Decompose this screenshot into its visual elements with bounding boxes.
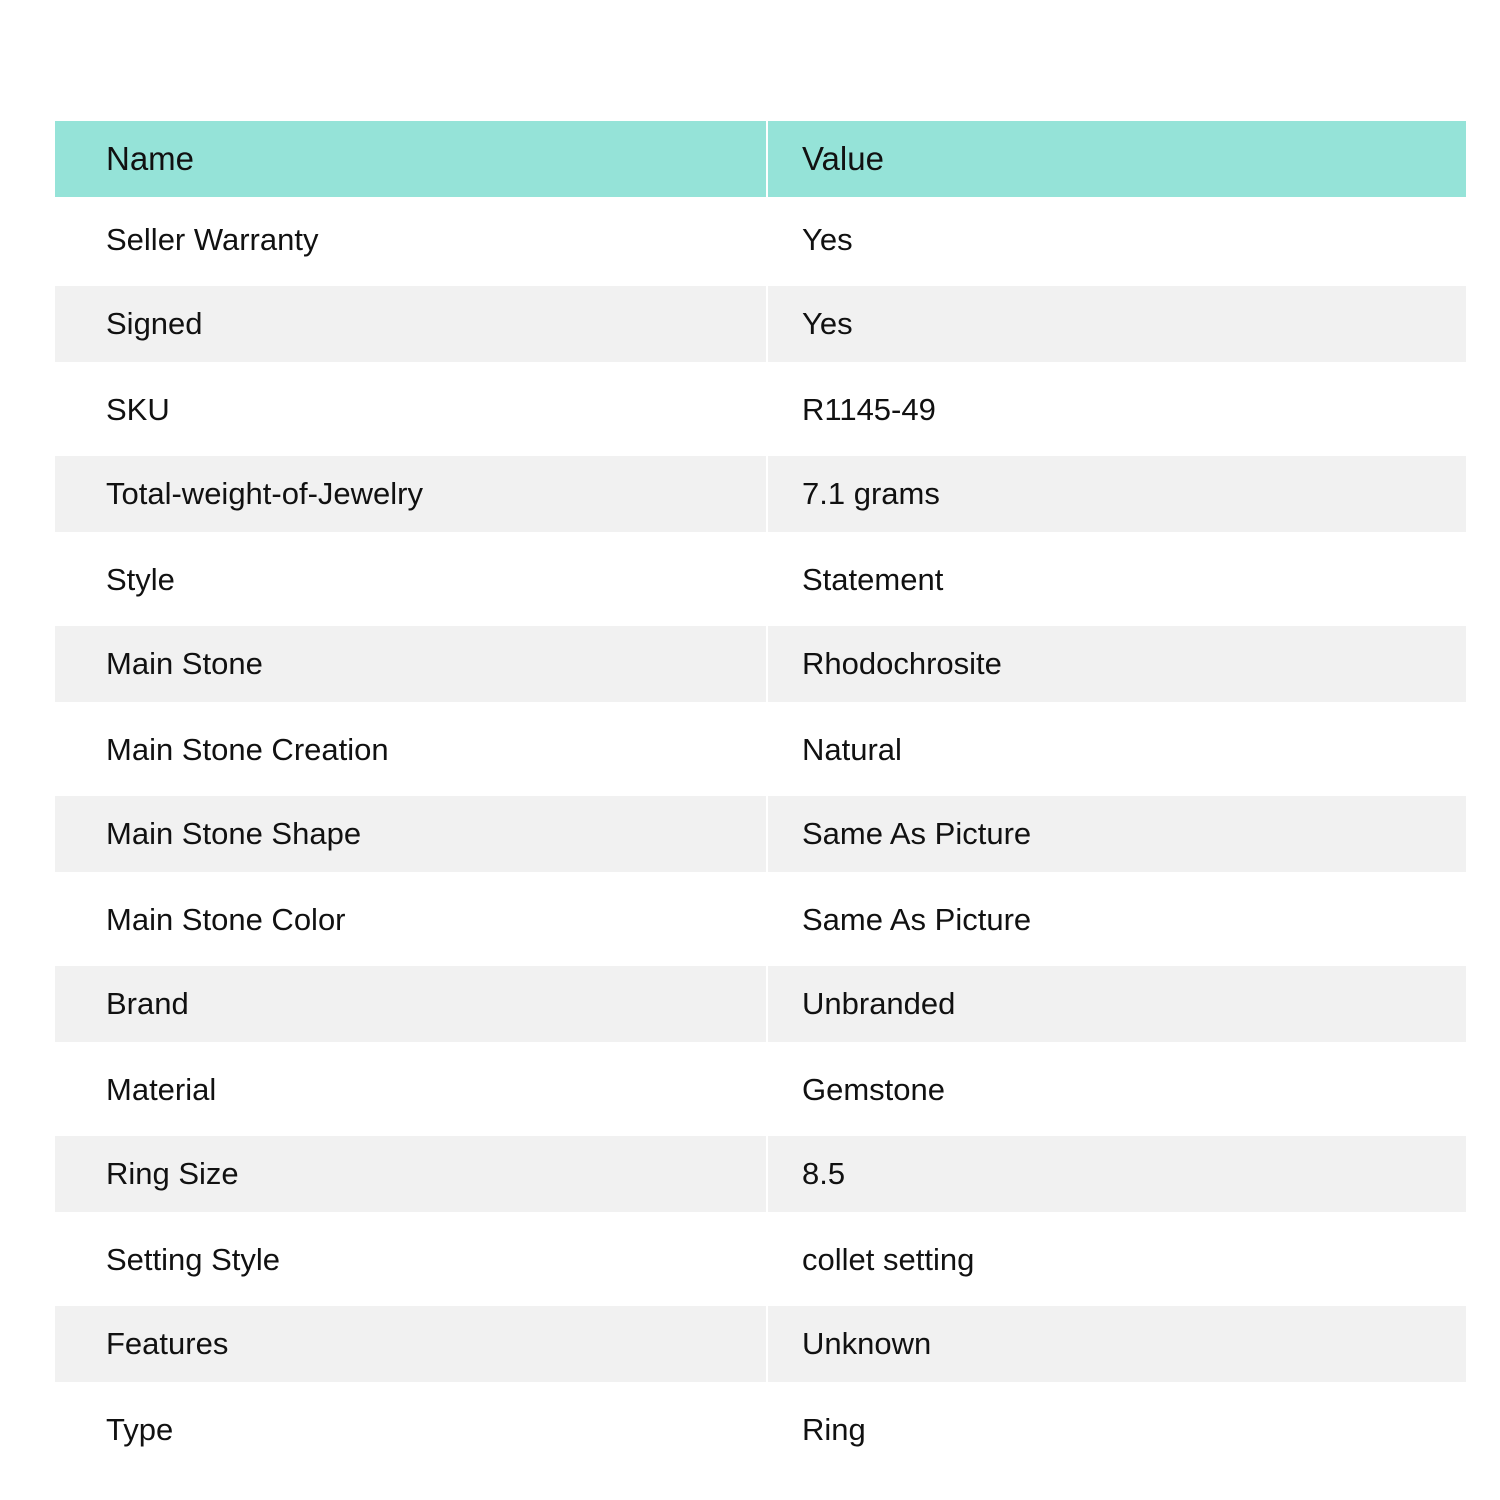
row-value-cell: Yes — [768, 286, 1466, 362]
row-name-cell: Material — [55, 1047, 766, 1132]
table-row — [55, 877, 1466, 962]
row-name-cell: Brand — [55, 966, 766, 1042]
column-header-value: Value — [768, 121, 1466, 197]
table-row — [55, 286, 1466, 362]
row-name-cell: Type — [55, 1387, 766, 1472]
table-row — [55, 1136, 1466, 1212]
table-header-row — [55, 121, 1466, 197]
table-row — [55, 197, 1466, 282]
table-row — [55, 1217, 1466, 1302]
table-row — [55, 1047, 1466, 1132]
row-name-cell: Style — [55, 537, 766, 622]
row-value-cell: collet setting — [768, 1217, 1466, 1302]
row-name-cell: Setting Style — [55, 1217, 766, 1302]
row-name-cell: Total-weight-of-Jewelry — [55, 456, 766, 532]
row-value-cell: Unbranded — [768, 966, 1466, 1042]
column-header-name: Name — [55, 121, 766, 197]
row-name-cell: Main Stone Creation — [55, 707, 766, 792]
row-value-cell: 8.5 — [768, 1136, 1466, 1212]
row-value-cell: Statement — [768, 537, 1466, 622]
table-row — [55, 796, 1466, 872]
row-name-cell: Features — [55, 1306, 766, 1382]
row-value-cell: Natural — [768, 707, 1466, 792]
row-value-cell: R1145-49 — [768, 367, 1466, 452]
row-name-cell: Signed — [55, 286, 766, 362]
row-name-cell: Seller Warranty — [55, 197, 766, 282]
table-row — [55, 966, 1466, 1042]
row-name-cell: Main Stone Shape — [55, 796, 766, 872]
row-name-cell: Ring Size — [55, 1136, 766, 1212]
row-value-cell: Same As Picture — [768, 796, 1466, 872]
table-row — [55, 1387, 1466, 1472]
row-value-cell: Yes — [768, 197, 1466, 282]
table-row — [55, 537, 1466, 622]
table-row — [55, 626, 1466, 702]
row-value-cell: Rhodochrosite — [768, 626, 1466, 702]
row-value-cell: 7.1 grams — [768, 456, 1466, 532]
row-name-cell: Main Stone — [55, 626, 766, 702]
table-row — [55, 1306, 1466, 1382]
row-name-cell: SKU — [55, 367, 766, 452]
table-row — [55, 367, 1466, 452]
table-row — [55, 707, 1466, 792]
specifications-table — [55, 121, 1466, 1472]
row-value-cell: Unknown — [768, 1306, 1466, 1382]
row-value-cell: Same As Picture — [768, 877, 1466, 962]
row-value-cell: Ring — [768, 1387, 1466, 1472]
row-value-cell: Gemstone — [768, 1047, 1466, 1132]
row-name-cell: Main Stone Color — [55, 877, 766, 962]
table-row — [55, 456, 1466, 532]
